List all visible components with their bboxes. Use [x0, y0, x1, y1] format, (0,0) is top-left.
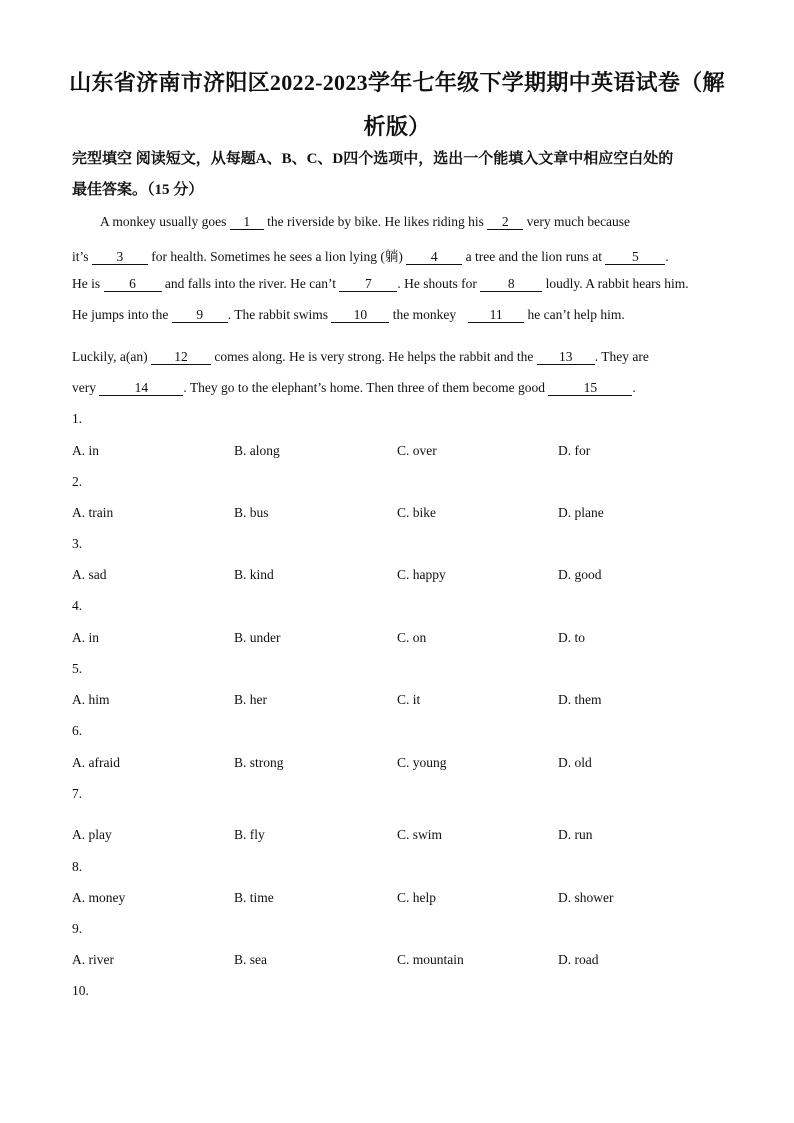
blank-13: 13 — [537, 350, 595, 365]
question-number: 1. — [72, 411, 83, 426]
question-number: 3. — [72, 536, 83, 551]
option-b: B. her — [234, 692, 267, 707]
option-c: C. on — [397, 630, 427, 645]
option-d: D. road — [558, 952, 599, 967]
question-number: 8. — [72, 859, 83, 874]
option-d: D. plane — [558, 505, 604, 520]
option-d: D. run — [558, 827, 593, 842]
option-c: C. happy — [397, 567, 446, 582]
blank-3: 3 — [92, 250, 148, 265]
question-number: 10. — [72, 983, 89, 998]
option-b: B. under — [234, 630, 281, 645]
question-number: 6. — [72, 723, 83, 738]
option-a: A. in — [72, 443, 99, 458]
question-number: 9. — [72, 921, 83, 936]
option-d: D. shower — [558, 890, 614, 905]
blank-2: 2 — [487, 215, 523, 230]
option-d: D. to — [558, 630, 585, 645]
passage-line-2: it’s 3 for health. Sometimes he sees a lion lying (躺) 4 a tree and the lion runs at 5 . — [72, 249, 669, 264]
option-a: A. play — [72, 827, 112, 842]
instructions-line2: 最佳答案。（15 分） — [72, 182, 204, 198]
option-b: B. kind — [234, 567, 274, 582]
option-c: C. over — [397, 443, 437, 458]
option-a: A. sad — [72, 567, 107, 582]
blank-9: 9 — [172, 308, 228, 323]
question-number: 2. — [72, 474, 83, 489]
blank-12: 12 — [151, 350, 211, 365]
blank-11: 11 — [468, 308, 524, 323]
option-d: D. good — [558, 567, 602, 582]
passage-line-6: very 14 . They go to the elephant’s home. Then three of them become good 15 . — [72, 380, 636, 395]
blank-6: 6 — [104, 277, 162, 292]
blank-5: 5 — [605, 250, 665, 265]
option-a: A. in — [72, 630, 99, 645]
option-c: C. swim — [397, 827, 443, 842]
blank-10: 10 — [331, 308, 389, 323]
passage-line-4: He jumps into the 9 . The rabbit swims 10 the monkey 11 he can’t help him. — [72, 307, 625, 322]
question-number: 5. — [72, 661, 83, 676]
option-a: A. him — [72, 692, 110, 707]
option-c: C. it — [397, 692, 421, 707]
page-title-line1: 山东省济南市济阳区2022-2023学年七年级下学期期中英语试卷（解 — [69, 70, 725, 95]
option-b: B. fly — [234, 827, 265, 842]
option-c: C. help — [397, 890, 436, 905]
blank-7: 7 — [339, 277, 397, 292]
option-c: C. bike — [397, 505, 436, 520]
passage-line-5: Luckily, a(an) 12 comes along. He is very strong. He helps the rabbit and the 13 . They are — [72, 349, 649, 364]
option-b: B. sea — [234, 952, 267, 967]
section-instructions — [72, 144, 732, 206]
option-a: A. train — [72, 505, 114, 520]
option-b: B. time — [234, 890, 274, 905]
option-d: D. them — [558, 692, 602, 707]
blank-4: 4 — [406, 250, 462, 265]
question-number: 4. — [72, 598, 83, 613]
option-b: B. strong — [234, 755, 284, 770]
instructions-line1: 完型填空 阅读短文，从每题A、B、C、D四个选项中，选出一个能填入文章中相应空白处的 — [72, 151, 674, 167]
option-d: D. old — [558, 755, 592, 770]
option-a: A. river — [72, 952, 114, 967]
page-title-line2: 析版） — [363, 114, 431, 139]
passage-line-1: A monkey usually goes 1 the riverside by bike. He likes riding his 2 very much because — [100, 214, 631, 229]
option-c: C. mountain — [397, 952, 464, 967]
option-d: D. for — [558, 443, 591, 458]
passage-line-3: He is 6 and falls into the river. He can’t 7 . He shouts for 8 loudly. A rabbit hears him. — [72, 276, 689, 291]
option-b: B. bus — [234, 505, 269, 520]
blank-8: 8 — [480, 277, 542, 292]
blank-15: 15 — [548, 381, 632, 396]
blank-14: 14 — [99, 381, 183, 396]
option-c: C. young — [397, 755, 447, 770]
question-number: 7. — [72, 786, 83, 801]
blank-1: 1 — [230, 215, 264, 230]
option-b: B. along — [234, 443, 280, 458]
option-a: A. afraid — [72, 755, 120, 770]
option-a: A. money — [72, 890, 126, 905]
